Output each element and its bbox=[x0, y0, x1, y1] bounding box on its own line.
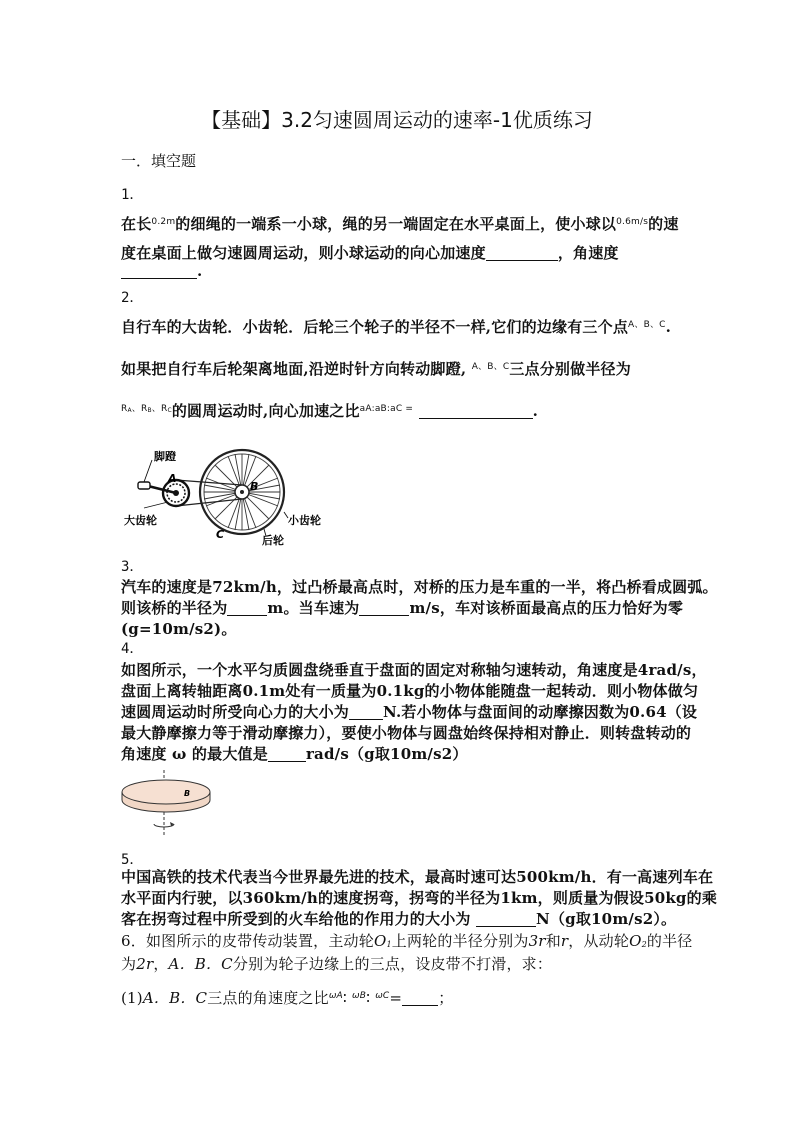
q3-answer-blank-2[interactable] bbox=[359, 601, 409, 616]
q6-line-2 bbox=[121, 953, 552, 974]
q2-radius-b: RB、 bbox=[140, 404, 161, 414]
q4-number: 4． bbox=[121, 641, 144, 657]
q3-answer-blank-1[interactable] bbox=[227, 601, 267, 616]
q6-omega-c: ωC bbox=[375, 991, 390, 1001]
point-a-label: A bbox=[168, 472, 177, 485]
q2-line-2 bbox=[121, 358, 631, 379]
q6-r2: 2r bbox=[136, 955, 154, 973]
q1-text-b: 的细绳的一端系一小球，绳的另一端固定在水平桌面上，使小球以 bbox=[175, 215, 617, 233]
q1-speed-value: 0.6m/s bbox=[616, 217, 649, 227]
q6-text-end: ； bbox=[438, 989, 454, 1007]
q4-line-3 bbox=[121, 701, 697, 722]
q3-text-c: m/s，车对该桥面最高点的压力恰好为零 bbox=[409, 599, 684, 617]
q4-line-4: 最大静摩擦力等于滑动摩擦力），要使小物体与圆盘始终保持相对静止．则转盘转动的 bbox=[121, 724, 692, 742]
rotating-disc-figure bbox=[118, 770, 218, 836]
q1-answer-blank-1[interactable] bbox=[486, 246, 558, 261]
q1-text-end: . bbox=[197, 262, 203, 280]
q6-colon-2: ∶ bbox=[366, 989, 371, 1007]
q6-omega-b: ωB bbox=[351, 991, 367, 1001]
q4-text-d: rad/s（g取10m/s2） bbox=[305, 745, 468, 763]
point-b-label: B bbox=[250, 480, 259, 493]
q2-radius-a: RA、 bbox=[121, 404, 141, 414]
q1-answer-blank-2[interactable] bbox=[121, 264, 197, 279]
q3-number: 3． bbox=[121, 559, 144, 575]
page-title: 【基础】3.2匀速圆周运动的速率-1优质练习 bbox=[201, 108, 593, 132]
q4-text-a: 速圆周运动时所受向心力的大小为 bbox=[121, 703, 350, 721]
q1-text-a: 在长 bbox=[121, 215, 152, 233]
q1-text-d: 度在桌面上做匀速圆周运动，则小球运动的向心加速度 bbox=[121, 244, 486, 262]
q3-text-a: 则该桥的半径为 bbox=[121, 599, 228, 617]
q6-abc: A．B．C bbox=[168, 955, 233, 973]
q6-abc-2: A．B．C bbox=[142, 989, 208, 1007]
rear-wheel-label: 后轮 bbox=[262, 534, 284, 547]
q6-text-d: 的半径 bbox=[646, 932, 693, 950]
q2-text-c: 三点分别做半径为 bbox=[509, 360, 631, 378]
q6-text-g: 分别为轮子边缘上的三点，设皮带不打滑，求： bbox=[232, 955, 553, 973]
q2-points-label-2: A、B、C bbox=[471, 362, 510, 372]
q6-r1: r bbox=[560, 932, 569, 950]
q6-line-1 bbox=[121, 930, 692, 951]
q2-line-3 bbox=[121, 400, 538, 421]
big-gear-label: 大齿轮 bbox=[124, 514, 157, 527]
q6-text-e: 为 bbox=[121, 955, 137, 973]
q1-line-2 bbox=[121, 242, 619, 263]
q3-text-b: m。当车速为 bbox=[267, 599, 360, 617]
q6-text-b: 上两轮的半径分别为 bbox=[391, 932, 529, 950]
pedal bbox=[138, 482, 150, 489]
q2-number: 2． bbox=[121, 290, 144, 306]
q6-text-a: 6．如图所示的皮带传动装置，主动轮 bbox=[121, 932, 374, 950]
q6-text-i: 三点的角速度之比 bbox=[207, 989, 329, 1007]
q2-accel-ratio: aA:aB:aC = bbox=[359, 404, 414, 414]
q2-line-1 bbox=[121, 316, 671, 337]
section-heading: 一．填空题 bbox=[121, 152, 197, 170]
q1-number: 1． bbox=[121, 187, 144, 203]
q5-text-b: N（g取10m/s2）。 bbox=[536, 910, 677, 928]
q6-answer-blank[interactable] bbox=[402, 991, 438, 1006]
q4-line-2: 盘面上离转轴距离0.1m处有一质量为0.1kg的小物体能随盘一起转动．则小物体做匀 bbox=[121, 682, 699, 700]
q6-o2: O2 bbox=[629, 932, 647, 950]
q2-text-b: 如果把自行车后轮架离地面,沿逆时针方向转动脚蹬, bbox=[121, 360, 467, 378]
pedal-label: 脚蹬 bbox=[154, 450, 176, 463]
q4-answer-blank-2[interactable] bbox=[268, 747, 306, 762]
q2-text-d: 的圆周运动时,向心加速之比 bbox=[171, 402, 360, 420]
q5-line-2: 水平面内行驶，以360km/h的速度拐弯，拐弯的半径为1km，则质量为假设50kg的乘 bbox=[121, 889, 718, 907]
q3-line-2 bbox=[121, 597, 683, 618]
q3-line-1: 汽车的速度是72km/h，过凸桥最高点时，对桥的压力是车重的一半，将凸桥看成圆弧。 bbox=[121, 578, 718, 596]
bicycle-gear-figure bbox=[124, 444, 344, 548]
q6-and: 和 bbox=[545, 932, 561, 950]
q5-number: 5． bbox=[121, 852, 144, 868]
q5-text-a: 客在拐弯过程中所受到的火车给他的作用力的大小为 bbox=[121, 910, 471, 928]
q5-line-3 bbox=[121, 908, 676, 929]
q1-text-c: 的速 bbox=[648, 215, 679, 233]
q1-text-e: ，角速度 bbox=[557, 244, 619, 262]
q5-line-1: 中国高铁的技术代表当今世界最先进的技术，最高时速可达500km/h．有一高速列车在 bbox=[121, 868, 714, 886]
point-c-label: C bbox=[216, 528, 225, 541]
q3-line-3: (g=10m/s2)。 bbox=[121, 620, 237, 638]
q4-text-c: 角速度 ω 的最大值是 bbox=[121, 745, 268, 763]
disc-top bbox=[122, 780, 210, 804]
q6-r3: 3r bbox=[528, 932, 546, 950]
q6-text-h: (1) bbox=[121, 989, 143, 1007]
q6-line-3 bbox=[121, 987, 453, 1008]
q4-line-5 bbox=[121, 743, 468, 764]
q6-text-f: ， bbox=[153, 955, 169, 973]
q2-points-label: A、B、C bbox=[628, 320, 666, 330]
q2-answer-blank[interactable] bbox=[419, 404, 533, 419]
q6-text-c: ，从动轮 bbox=[568, 932, 630, 950]
q2-text-end: . bbox=[665, 318, 672, 336]
q6-eq: = bbox=[389, 989, 403, 1007]
disc-object-label: B bbox=[184, 789, 191, 798]
q6-colon-1: ∶ bbox=[342, 989, 348, 1007]
q1-line-1 bbox=[121, 213, 679, 234]
q1-length-value: 0.2m bbox=[151, 217, 176, 227]
q6-omega-a: ωA bbox=[328, 991, 343, 1001]
q4-line-1: 如图所示，一个水平匀质圆盘绕垂直于盘面的固定对称轴匀速转动，角速度是4rad/s， bbox=[121, 661, 707, 679]
q2-radius-c: RC bbox=[160, 404, 172, 414]
small-gear-label: 小齿轮 bbox=[288, 514, 321, 527]
q2-text-end-2: . bbox=[532, 402, 539, 420]
q1-line-3 bbox=[121, 262, 202, 280]
q2-text-a: 自行车的大齿轮．小齿轮．后轮三个轮子的半径不一样,它们的边缘有三个点 bbox=[121, 318, 629, 336]
q5-answer-blank[interactable] bbox=[476, 912, 536, 927]
q6-o1: O1 bbox=[373, 932, 392, 950]
q4-answer-blank-1[interactable] bbox=[349, 705, 383, 720]
q4-text-b: N.若小物体与盘面间的动摩擦因数为0.64（设 bbox=[383, 703, 698, 721]
